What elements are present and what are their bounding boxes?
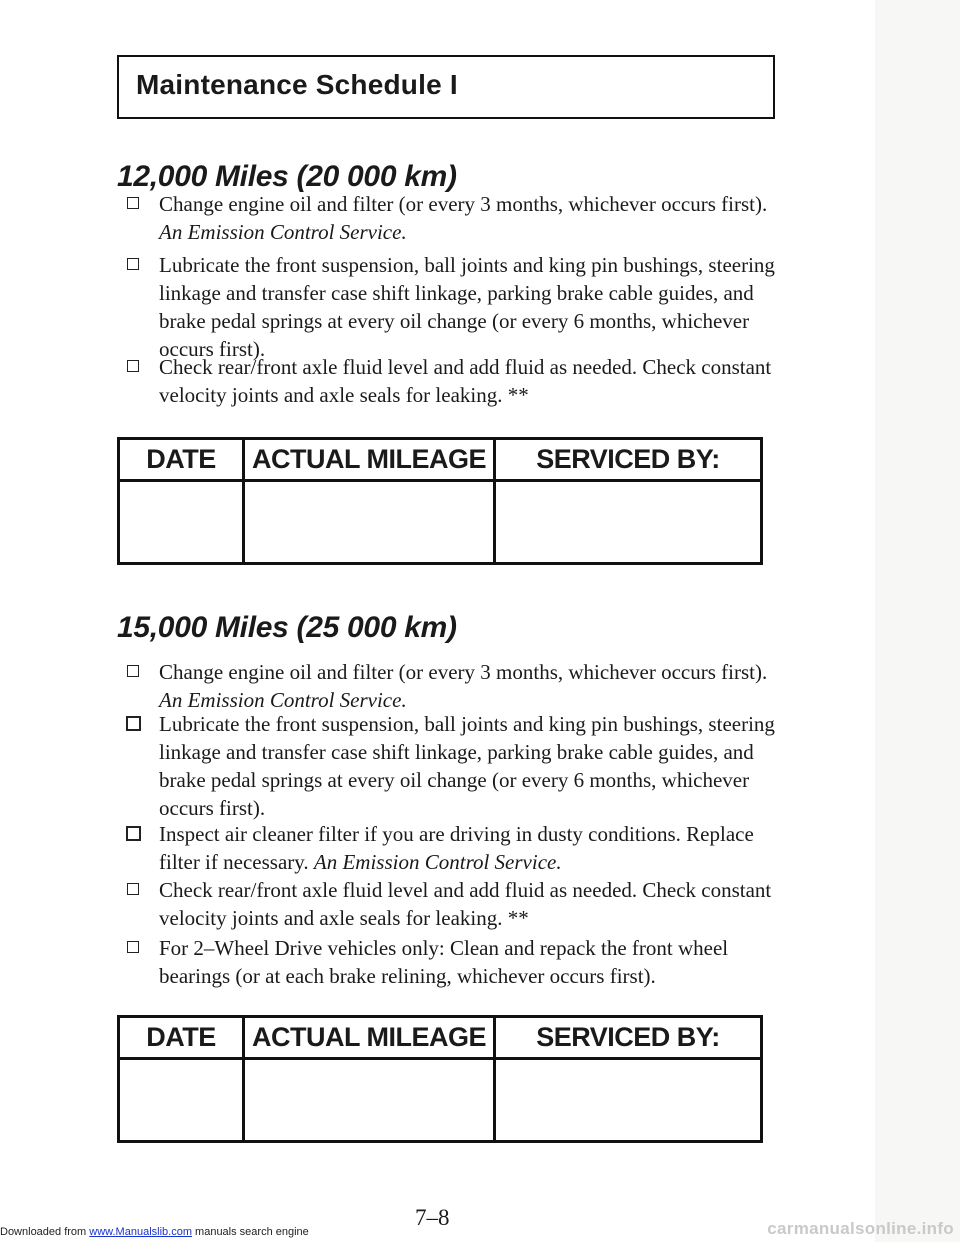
download-footer: Downloaded from www.Manualslib.com manuals search engine xyxy=(0,1226,309,1238)
section-title-15000: 15,000 Miles (25 000 km) xyxy=(117,611,457,644)
checkbox-icon[interactable] xyxy=(127,941,139,953)
mileage-cell[interactable] xyxy=(245,1060,493,1140)
checkbox-icon[interactable] xyxy=(127,665,139,677)
checklist-item: Change engine oil and filter (or every 3 months, whichever occurs first). An Emission Control Service. xyxy=(127,658,777,714)
checkbox-icon[interactable] xyxy=(127,360,139,372)
col-date: DATE xyxy=(146,1022,216,1052)
watermark-text: carmanualsonline.info xyxy=(767,1219,954,1238)
service-record-table xyxy=(117,1015,763,1143)
checkbox-icon[interactable] xyxy=(127,258,139,270)
page-title: Maintenance Schedule I xyxy=(136,69,458,100)
checkbox-icon[interactable] xyxy=(126,716,141,731)
col-serviced-by: SERVICED BY: xyxy=(536,1022,720,1052)
service-record-header xyxy=(120,1018,760,1060)
checklist-item: Inspect air cleaner filter if you are driving in dusty conditions. Replace filter if necessary. An Emission Control Service. xyxy=(127,820,777,876)
col-actual-mileage: ACTUAL MILEAGE xyxy=(252,1022,486,1052)
checklist-item: Check rear/front axle fluid level and add fluid as needed. Check constant velocity joints and axle seals for leaking. ** xyxy=(127,353,777,409)
col-date: DATE xyxy=(146,444,216,474)
checklist-item: Change engine oil and filter (or every 3 months, whichever occurs first). An Emission Control Service. xyxy=(127,190,777,246)
page-number: 7–8 xyxy=(415,1205,450,1230)
serviced-by-cell[interactable] xyxy=(496,482,760,562)
col-serviced-by: SERVICED BY: xyxy=(536,444,720,474)
checklist-item: Check rear/front axle fluid level and add fluid as needed. Check constant velocity joints and axle seals for leaking. ** xyxy=(127,876,777,932)
date-cell[interactable] xyxy=(120,1060,242,1140)
col-actual-mileage: ACTUAL MILEAGE xyxy=(252,444,486,474)
mileage-cell[interactable] xyxy=(245,482,493,562)
manualslib-link[interactable]: www.Manualslib.com xyxy=(89,1226,192,1238)
checkbox-icon[interactable] xyxy=(127,197,139,209)
checkbox-icon[interactable] xyxy=(126,826,141,841)
section-title-12000: 12,000 Miles (20 000 km) xyxy=(117,160,457,193)
serviced-by-cell[interactable] xyxy=(496,1060,760,1140)
checklist-item: For 2–Wheel Drive vehicles only: Clean and repack the front wheel bearings (or at each brake relining, whichever occurs first). xyxy=(127,934,777,990)
section-header-box xyxy=(117,55,775,119)
checkbox-icon[interactable] xyxy=(127,883,139,895)
checklist-item: Lubricate the front suspension, ball joints and king pin bushings, steering linkage and transfer case shift linkage, parking brake cable guides, and brake pedal springs at every oil change (or every 6 months, whichever occurs first). xyxy=(127,251,777,363)
checklist-item: Lubricate the front suspension, ball joints and king pin bushings, steering linkage and transfer case shift linkage, parking brake cable guides, and brake pedal springs at every oil change (or every 6 months, whichever occurs first). xyxy=(127,710,777,822)
service-record-table xyxy=(117,437,763,565)
service-record-header xyxy=(120,440,760,482)
date-cell[interactable] xyxy=(120,482,242,562)
